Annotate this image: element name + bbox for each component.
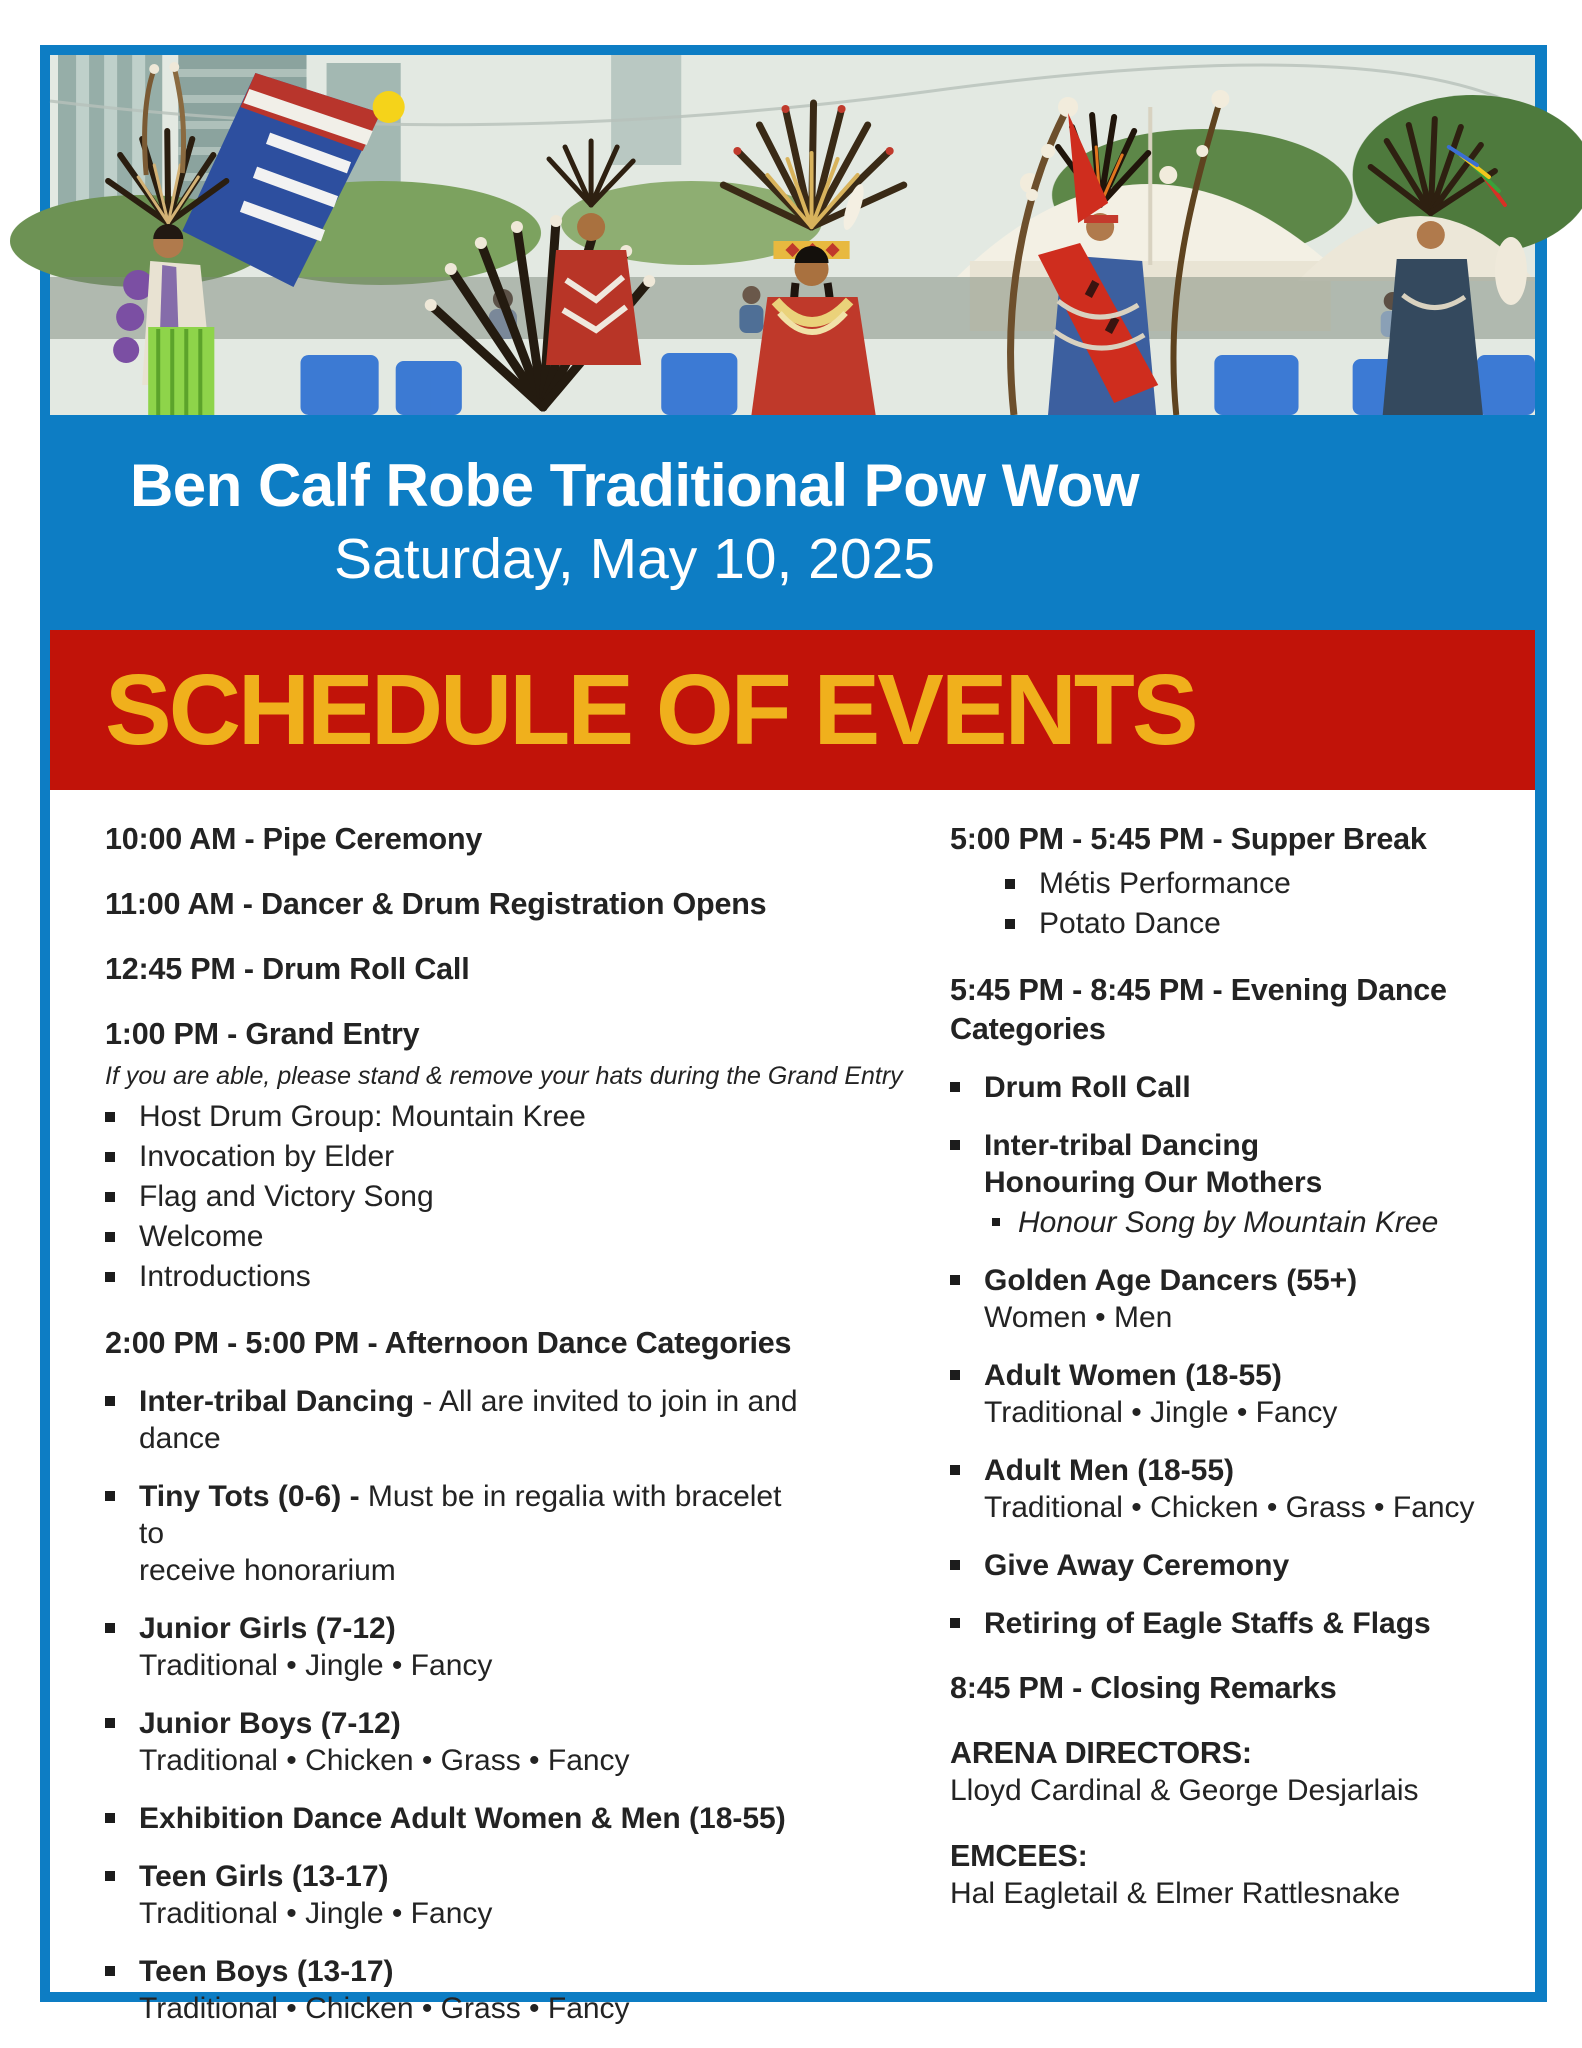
item-line: [139, 1953, 810, 1990]
item-plain-text: Must be in regalia with bracelet to: [139, 1480, 782, 1550]
item-line: [139, 1478, 810, 1552]
schedule-column-left: [105, 820, 903, 2027]
item-bold-text: Junior Boys (7-12): [139, 1707, 401, 1740]
list-item-text: Host Drum Group: Mountain Kree: [139, 1100, 586, 1133]
continuation-line: Traditional • Chicken • Grass • Fancy: [139, 1992, 630, 2025]
item-bold-text: Drum Roll Call: [984, 1071, 1191, 1104]
schedule-banner-text: SCHEDULE OF EVENTS: [105, 654, 1196, 766]
poster-title: Ben Calf Robe Traditional Pow Wow: [129, 451, 1140, 519]
bullet-square-icon: [105, 1192, 115, 1202]
time-heading: 5:00 PM - 5:45 PM - Supper Break: [950, 822, 1427, 856]
powwow-photo-illustration: [50, 55, 1535, 415]
item-bold-text: Teen Boys (13-17): [139, 1955, 394, 1988]
item-content: [139, 1953, 810, 2027]
item-bold-text: Tiny Tots (0-6) -: [139, 1480, 368, 1513]
item-line: [139, 1858, 810, 1895]
bullet-square-icon: [950, 1275, 960, 1285]
time-heading: 8:45 PM - Closing Remarks: [950, 1671, 1337, 1705]
continuation-line: receive honorarium: [139, 1554, 396, 1587]
bullet-square-icon: [105, 1112, 115, 1122]
time-heading: 5:45 PM - 8:45 PM - Evening Dance: [950, 973, 1447, 1007]
item-bold-text: Give Away Ceremony: [984, 1549, 1290, 1582]
item-content: [139, 1478, 810, 1589]
item-bold-text: Adult Men (18-55): [984, 1454, 1235, 1487]
item-line: [139, 1383, 810, 1420]
bullet-square-icon: [105, 1623, 115, 1633]
item-content: [139, 1705, 810, 1779]
item-content: [139, 1383, 810, 1457]
bullet-square-icon: [950, 1465, 960, 1475]
bullet-square-icon: [950, 1560, 960, 1570]
time-heading: 11:00 AM - Dancer & Drum Registration Opens: [105, 887, 767, 921]
item-content: [984, 1262, 1495, 1336]
item-bold-text: Adult Women (18-55): [984, 1359, 1282, 1392]
hero-photo: [50, 55, 1535, 415]
bullet-item: [105, 1383, 810, 1457]
item-line: [984, 1262, 1495, 1299]
item-line: [984, 1127, 1495, 1164]
item-line: [984, 1452, 1495, 1489]
bullet-square-icon: [1005, 919, 1015, 929]
list-item: [105, 1217, 810, 1257]
bullet-square-icon: [950, 1618, 960, 1628]
continuation-line: Traditional • Jingle • Fancy: [139, 1649, 493, 1682]
schedule-section: [950, 1837, 1495, 1913]
list-item: [105, 1257, 810, 1297]
list-item-text: Métis Performance: [1039, 867, 1291, 900]
bullet-list: [1005, 864, 1495, 944]
bullet-item: [105, 1705, 810, 1779]
bullet-square-icon: [950, 1370, 960, 1380]
continuation-line: Traditional • Jingle • Fancy: [139, 1897, 493, 1930]
time-heading: 10:00 AM - Pipe Ceremony: [105, 822, 483, 856]
bullet-square-icon: [105, 1718, 115, 1728]
bullet-square-icon: [105, 1813, 115, 1823]
item-line: [139, 1610, 810, 1647]
poster-date: Saturday, May 10, 2025: [334, 526, 935, 591]
schedule-section: [105, 950, 810, 988]
bullet-square-icon: [992, 1218, 1000, 1226]
bullet-square-icon: [105, 1491, 115, 1501]
list-item: [1005, 864, 1495, 904]
continuation-line: Women • Men: [984, 1301, 1173, 1334]
bullet-item: [950, 1605, 1495, 1642]
schedule-body: [50, 790, 1535, 2027]
item-content: [139, 1858, 810, 1932]
list-item-text: Potato Dance: [1039, 907, 1221, 940]
list-item-text: Flag and Victory Song: [139, 1180, 434, 1213]
schedule-section: [105, 820, 810, 858]
bullet-item: [105, 1610, 810, 1684]
item-line: [139, 1800, 810, 1837]
list-item: [1005, 904, 1495, 944]
item-line: [139, 1705, 810, 1742]
item-content: [139, 1610, 810, 1684]
list-item-text: Invocation by Elder: [139, 1140, 395, 1173]
bullet-item: [950, 1127, 1495, 1241]
item-bold-text: Retiring of Eagle Staffs & Flags: [984, 1607, 1431, 1640]
bullet-square-icon: [105, 1272, 115, 1282]
schedule-column-right: [950, 820, 1495, 2027]
continuation-line: Traditional • Chicken • Grass • Fancy: [139, 1744, 630, 1777]
time-heading: EMCEES:: [950, 1839, 1088, 1873]
time-heading-line2: Categories: [950, 1012, 1106, 1046]
bullet-square-icon: [950, 1082, 960, 1092]
continuation-line: Traditional • Jingle • Fancy: [984, 1396, 1338, 1429]
time-heading: 12:45 PM - Drum Roll Call: [105, 952, 470, 986]
item-content: [984, 1547, 1495, 1584]
item-bold-text: Inter-tribal Dancing: [984, 1129, 1260, 1162]
bullet-item: [105, 1858, 810, 1932]
bullet-square-icon: [1005, 879, 1015, 889]
item-line: [984, 1605, 1495, 1642]
item-content: [984, 1357, 1495, 1431]
list-item: [105, 1177, 810, 1217]
bullet-item: [950, 1262, 1495, 1336]
list-item: [105, 1137, 810, 1177]
list-item: [105, 1097, 810, 1137]
bullet-item: [950, 1069, 1495, 1106]
schedule-section: [950, 971, 1495, 1642]
bullet-item: [105, 1800, 810, 1837]
schedule-section: [105, 1015, 903, 1297]
item-bold-line2: Honouring Our Mothers: [984, 1166, 1323, 1199]
time-heading: 1:00 PM - Grand Entry: [105, 1017, 420, 1051]
item-plain-text: - All are invited to join in and: [414, 1385, 798, 1418]
bullet-item: [950, 1357, 1495, 1431]
schedule-section: [105, 885, 810, 923]
time-heading: 2:00 PM - 5:00 PM - Afternoon Dance Categories: [105, 1326, 792, 1360]
page-content: [50, 55, 1535, 2025]
item-content: [984, 1452, 1495, 1526]
bullet-item: [950, 1452, 1495, 1526]
title-band: [50, 415, 1535, 630]
item-line: [984, 1547, 1495, 1584]
schedule-section: [950, 1669, 1495, 1707]
item-bold-text: Golden Age Dancers (55+): [984, 1264, 1358, 1297]
bullet-item: [105, 1478, 810, 1589]
time-heading: ARENA DIRECTORS:: [950, 1736, 1252, 1770]
sub-bullet: [984, 1204, 1495, 1241]
list-item-text: Welcome: [139, 1220, 264, 1253]
bullet-item: [950, 1547, 1495, 1584]
item-line: [984, 1357, 1495, 1394]
item-line: [984, 1069, 1495, 1106]
page-frame: [40, 45, 1547, 2025]
list-item-text: Introductions: [139, 1260, 311, 1293]
continuation-line: dance: [139, 1422, 221, 1455]
bullet-item: [105, 1953, 810, 2027]
item-bold-text: Exhibition Dance Adult Women & Men (18-55): [139, 1802, 786, 1835]
bullet-square-icon: [105, 1152, 115, 1162]
schedule-section: [105, 1324, 810, 2027]
item-bold-text: Junior Girls (7-12): [139, 1612, 396, 1645]
item-content: [984, 1605, 1495, 1642]
plain-line: Lloyd Cardinal & George Desjarlais: [950, 1774, 1419, 1807]
sub-bullet-text: Honour Song by Mountain Kree: [1018, 1206, 1439, 1239]
bullet-square-icon: [950, 1140, 960, 1150]
bullet-square-icon: [105, 1871, 115, 1881]
bullet-list: [105, 1097, 810, 1297]
schedule-section: [950, 820, 1495, 944]
item-bold-text: Teen Girls (13-17): [139, 1860, 389, 1893]
schedule-banner: [50, 630, 1535, 790]
bullet-square-icon: [105, 1396, 115, 1406]
note-text: If you are able, please stand & remove your hats during the Grand Entry: [105, 1062, 903, 1090]
item-content: [984, 1127, 1495, 1241]
bullet-square-icon: [105, 1966, 115, 1976]
schedule-section: [950, 1734, 1495, 1810]
item-content: [139, 1800, 810, 1837]
item-content: [984, 1069, 1495, 1106]
bullet-square-icon: [105, 1232, 115, 1242]
item-bold-text: Inter-tribal Dancing: [139, 1385, 415, 1418]
continuation-line: Traditional • Chicken • Grass • Fancy: [984, 1491, 1475, 1524]
plain-line: Hal Eagletail & Elmer Rattlesnake: [950, 1877, 1401, 1910]
